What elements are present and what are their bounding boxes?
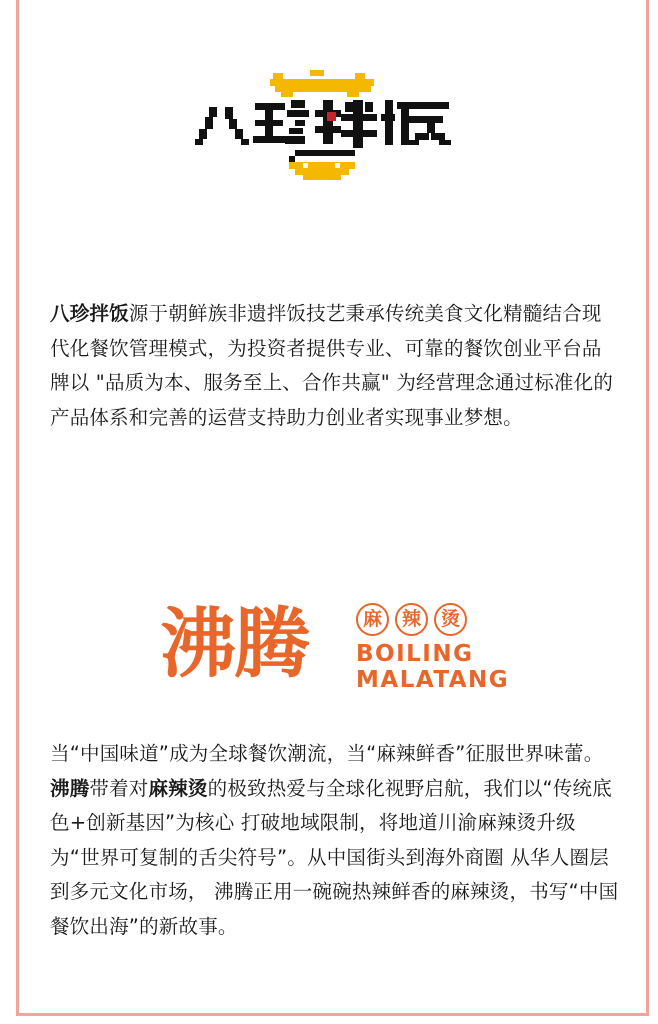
bazhen-body-text: 源于朝鲜族非遗拌饭技艺秉承传统美食文化精髓结合现代化餐饮管理模式，为投资者提供专业、可靠的餐饮创业平台品牌以 "品质为本、服务至上、合作共赢" 为经营理念通过标准化的产品体系和完善的运营支持助力创业者实现事业梦想。 — [50, 302, 614, 429]
feiteng-text-c: 的极致热爱与全球化视野启航，我们以“传统底色+创新基因”为核心 打破地域限制，将地道川渝麻辣烫升级为“世界可复制的舌尖符号”。从中国街头到海外商圈 从华人圈层到多元文化市场， 沸腾正用一碗碗热辣鲜香的麻辣烫，书写“中国餐饮出海”的新故事。 — [50, 776, 619, 938]
malatang-bold: 麻辣烫 — [148, 776, 208, 800]
frame-bottom-border — [16, 1013, 649, 1016]
logo-circle-row — [356, 603, 467, 636]
bazhen-description — [50, 297, 620, 435]
frame-right-border — [646, 0, 649, 1016]
feiteng-text-b: 带着对 — [89, 776, 149, 800]
feiteng-logo — [160, 595, 530, 700]
bazhen-brand-name: 八珍拌饭 — [50, 302, 129, 325]
logo-circle-char: 麻 — [356, 603, 389, 636]
feiteng-brand-bold: 沸腾 — [50, 776, 90, 800]
logo-circle-char: 辣 — [395, 603, 428, 636]
logo-english-line2: MALATANG — [356, 667, 510, 693]
feiteng-description — [50, 737, 620, 945]
feiteng-text-a: 当“中国味道”成为全球餐饮潮流，当“麻辣鲜香”征服世界味蕾。 — [50, 742, 604, 765]
bazhen-pixel-logo — [195, 70, 460, 182]
logo-english-line1: BOILING — [356, 641, 474, 667]
feiteng-logo-cn: 沸腾 — [160, 599, 308, 688]
logo-circle-char: 烫 — [434, 603, 467, 636]
frame-left-border — [16, 0, 19, 1016]
